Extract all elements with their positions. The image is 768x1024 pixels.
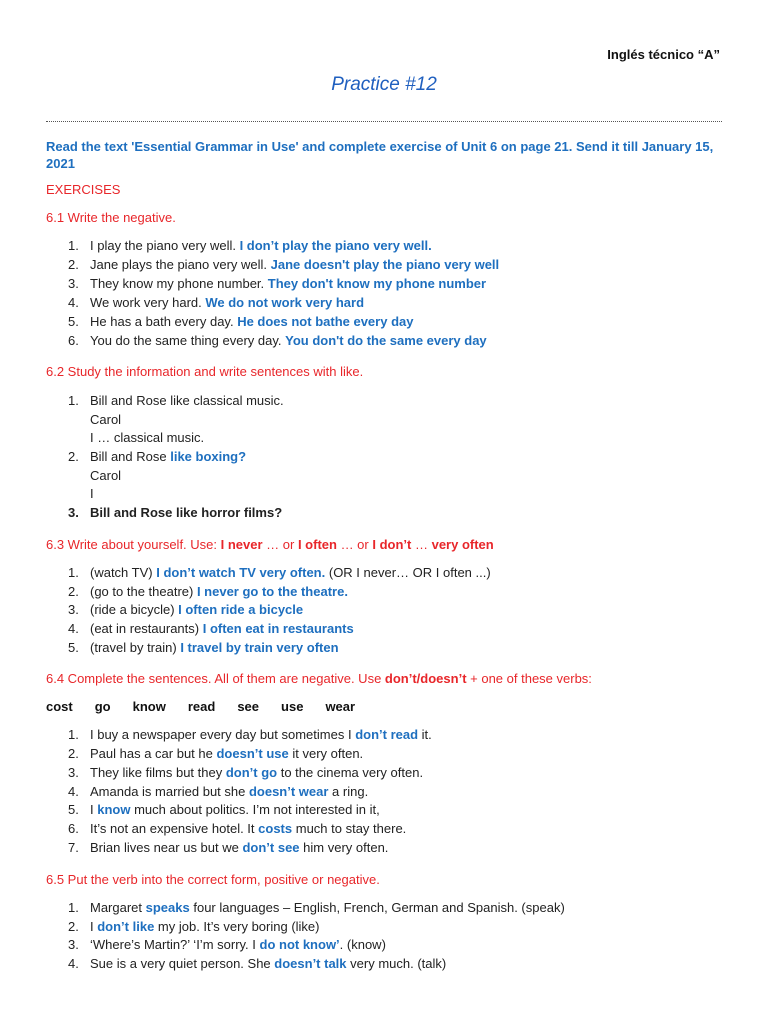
list-item: 4. We work very hard. We do not work very hard xyxy=(68,295,365,310)
list-item: 1. Bill and Rose like classical music. xyxy=(68,393,284,408)
list-item: 1. (watch TV) I don’t watch TV very often. (OR I never… OR I often ...) xyxy=(68,565,491,580)
list-item: 1. Margaret speaks four languages – English, French, German and Spanish. (speak) xyxy=(68,900,565,915)
list-item: 3. They know my phone number. They don't know my phone number xyxy=(68,276,487,291)
list-item: 3. (ride a bicycle) I often ride a bicycle xyxy=(68,602,304,617)
page-title: Practice #12 xyxy=(331,74,437,95)
list-item: 4. Amanda is married but she doesn’t wear a ring. xyxy=(68,784,369,799)
list-item: 2. (go to the theatre) I never go to the theatre. xyxy=(68,584,348,599)
verb: cost xyxy=(46,699,73,714)
list-item: 1. I play the piano very well. I don’t play the piano very well. xyxy=(68,238,432,253)
sub-line: I xyxy=(90,486,94,501)
list-item: 7. Brian lives near us but we don’t see him very often. xyxy=(68,840,389,855)
dotted-divider xyxy=(46,121,722,122)
sub-line: Carol xyxy=(90,468,122,483)
verb: read xyxy=(187,699,216,714)
verb: go xyxy=(94,699,111,714)
verb: see xyxy=(237,699,260,714)
exercises-heading: EXERCISES xyxy=(46,182,121,197)
section-6-5-heading: 6.5 Put the verb into the correct form, positive or negative. xyxy=(46,872,380,887)
list-item: 4. (eat in restaurants) I often eat in restaurants xyxy=(68,621,354,636)
list-item: 5. He has a bath every day. He does not bathe every day xyxy=(68,314,414,329)
verb: wear xyxy=(325,699,356,714)
verb-list xyxy=(46,699,377,714)
sub-line: Carol xyxy=(90,412,122,427)
sub-line: I … classical music. xyxy=(90,430,205,445)
list-item: 2. I don’t like my job. It’s very boring (like) xyxy=(68,919,320,934)
list-item: 2. Bill and Rose like boxing? xyxy=(68,449,247,464)
section-6-4-heading: 6.4 Complete the sentences. All of them are negative. Use don’t/doesn’t + one of these verbs: xyxy=(46,671,592,686)
section-6-3-heading: 6.3 Write about yourself. Use: I never … or I often … or I don’t … very often xyxy=(46,537,494,552)
list-item: 3. ‘Where’s Martin?’ ‘I’m sorry. I do not know’. (know) xyxy=(68,937,386,952)
list-item: 3. They like films but they don’t go to the cinema very often. xyxy=(68,765,424,780)
list-item: 6. You do the same thing every day. You don't do the same every day xyxy=(68,333,487,348)
list-item: 2. Paul has a car but he doesn’t use it very often. xyxy=(68,746,364,761)
verb: use xyxy=(281,699,304,714)
section-6-2-heading: 6.2 Study the information and write sentences with like. xyxy=(46,364,364,379)
course-label: Inglés técnico “A” xyxy=(607,47,720,62)
list-item: 2. Jane plays the piano very well. Jane doesn't play the piano very well xyxy=(68,257,500,272)
list-item: 5. I know much about politics. I’m not interested in it, xyxy=(68,802,380,817)
list-item: 1. I buy a newspaper every day but sometimes I don’t read it. xyxy=(68,727,432,742)
instructions: Read the text 'Essential Grammar in Use' and complete exercise of Unit 6 on page 21. Send it till January 15, 2021 xyxy=(46,139,714,171)
list-item: 5. (travel by train) I travel by train very often xyxy=(68,640,339,655)
list-item: 3. Bill and Rose like horror films? xyxy=(68,505,283,520)
section-6-1-heading: 6.1 Write the negative. xyxy=(46,210,176,225)
verb: know xyxy=(132,699,166,714)
list-item: 6. It’s not an expensive hotel. It costs much to stay there. xyxy=(68,821,407,836)
list-item: 4. Sue is a very quiet person. She doesn’t talk very much. (talk) xyxy=(68,956,447,971)
